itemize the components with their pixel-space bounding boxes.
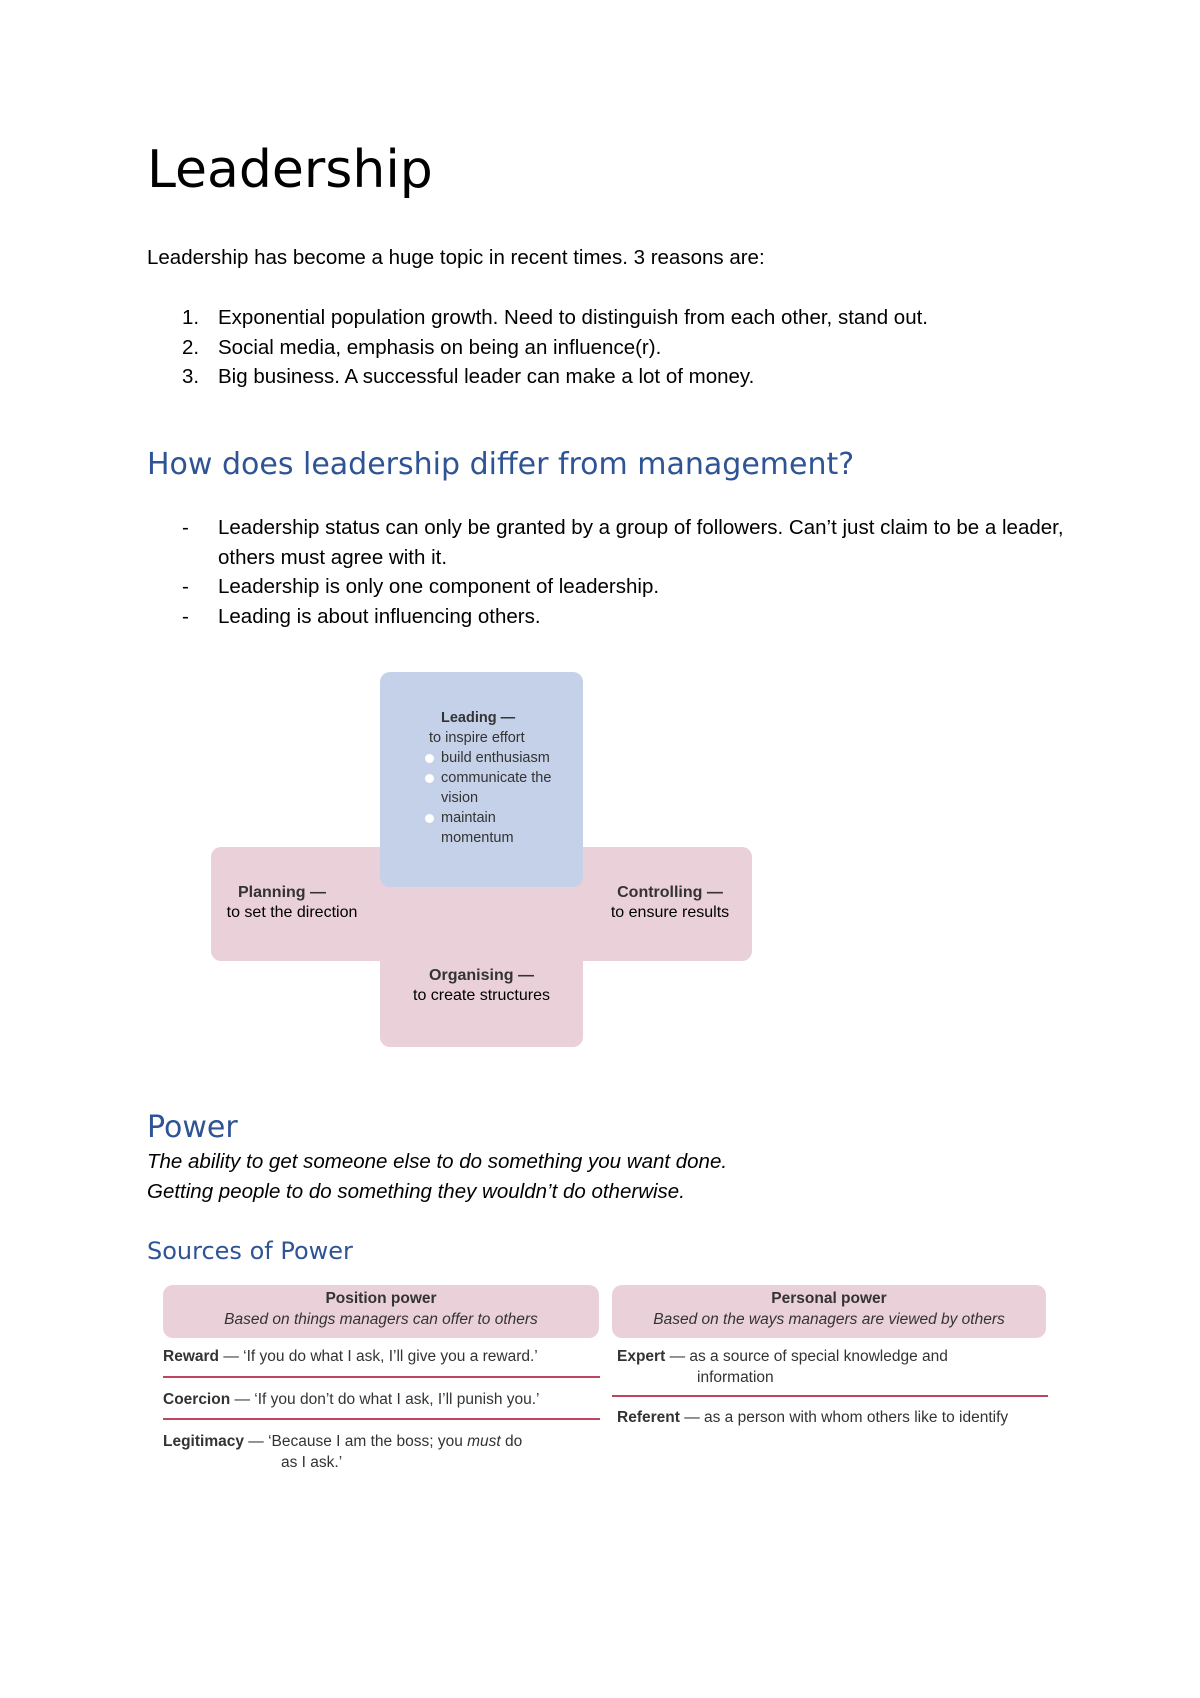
leading-text [425,708,571,848]
list-item-text: Leading is about influencing others. [218,604,541,628]
list-item [182,333,1082,363]
reasons-list [182,303,1082,392]
personal-power-subtitle: Based on the ways managers are viewed by others [653,1311,1005,1328]
list-item-text: Leadership is only one component of leadership. [218,575,660,598]
planning-subtitle: to set the direction [226,904,358,921]
differences-list [182,513,1082,631]
power-source-row [617,1407,1057,1428]
power-source-name: Reward [163,1348,219,1365]
power-definition [147,1147,727,1206]
controlling-subtitle: to ensure results [610,904,730,921]
bullet-dot-icon [425,754,434,763]
list-item [182,513,1082,572]
organising-subtitle: to create structures [413,987,550,1004]
row-divider [163,1418,600,1420]
position-power-subtitle: Based on things managers can offer to others [224,1311,538,1328]
leading-bullet: build enthusiasm [433,748,571,768]
power-source-row [163,1431,603,1473]
power-definition-line: Getting people to do something they wouldn’t do otherwise. [147,1179,685,1203]
power-source-desc-start: — as a source of special knowledge and [669,1348,948,1365]
organising-title: Organising — [429,967,534,984]
list-item [182,303,1082,333]
organising-label [390,966,573,1006]
list-marker: 1. [182,306,200,329]
power-source-desc: — as a person with whom others like to identify [684,1409,1009,1426]
planning-label [222,883,362,923]
power-source-row [163,1389,603,1410]
power-source-name: Coercion [163,1391,231,1408]
list-item-text: Leadership status can only be granted by a group of followers. Can’t just claim to be a leader, others must agree with it. [218,516,1064,569]
leading-subtitle: to inspire effort [429,730,525,746]
list-item-text: Social media, emphasis on being an influence(r). [218,335,662,359]
list-item [182,602,1082,632]
power-source-name: Referent [617,1409,680,1426]
power-source-desc-start: — ‘Because I am the boss; you [248,1433,468,1450]
power-source-desc: — ‘If you don’t do what I ask, I’ll punish you.’ [234,1391,540,1408]
list-item [182,572,1082,602]
power-source-desc-mid: do [500,1433,523,1450]
list-item-text: Exponential population growth. Need to distinguish from each other, stand out. [218,306,928,329]
power-source-row [163,1346,603,1367]
controlling-title: Controlling — [617,884,723,901]
section-heading-leadership-vs-management: How does leadership differ from management? [147,447,855,482]
list-item [182,362,1082,392]
list-marker: 2. [182,335,200,359]
power-source-desc-cont: information [697,1369,774,1386]
section-heading-power: Power [147,1110,238,1145]
list-item-text: Big business. A successful leader can make a lot of money. [218,365,755,388]
bullet-dot-icon [425,774,434,783]
intro-paragraph: Leadership has become a huge topic in recent times. 3 reasons are: [147,246,765,269]
planning-title: Planning — [238,884,326,901]
personal-power-title: Personal power [771,1290,887,1307]
position-power-title: Position power [325,1290,437,1307]
list-marker: - [182,575,189,598]
power-source-desc-emphasis: must [467,1433,501,1450]
personal-power-header [612,1285,1046,1338]
bullet-dot-icon [425,814,434,823]
page-title: Leadership [147,140,433,200]
list-marker: - [182,604,189,628]
power-source-name: Legitimacy [163,1433,244,1450]
power-source-row [617,1346,1057,1388]
position-power-header [163,1285,599,1338]
leading-bullet: maintain momentum [433,808,521,848]
section-heading-sources-of-power: Sources of Power [147,1237,353,1265]
controlling-label [600,883,740,923]
leading-bullet: communicate the vision [433,768,571,808]
list-marker: 3. [182,365,200,388]
row-divider [163,1376,600,1378]
power-source-desc-cont: as I ask.’ [281,1454,343,1471]
row-divider [612,1395,1048,1397]
list-marker: - [182,516,189,539]
power-source-name: Expert [617,1348,666,1365]
leading-title: Leading — [441,710,516,726]
power-definition-line: The ability to get someone else to do something you want done. [147,1150,728,1173]
power-source-desc: — ‘If you do what I ask, I’ll give you a reward.’ [223,1348,538,1365]
